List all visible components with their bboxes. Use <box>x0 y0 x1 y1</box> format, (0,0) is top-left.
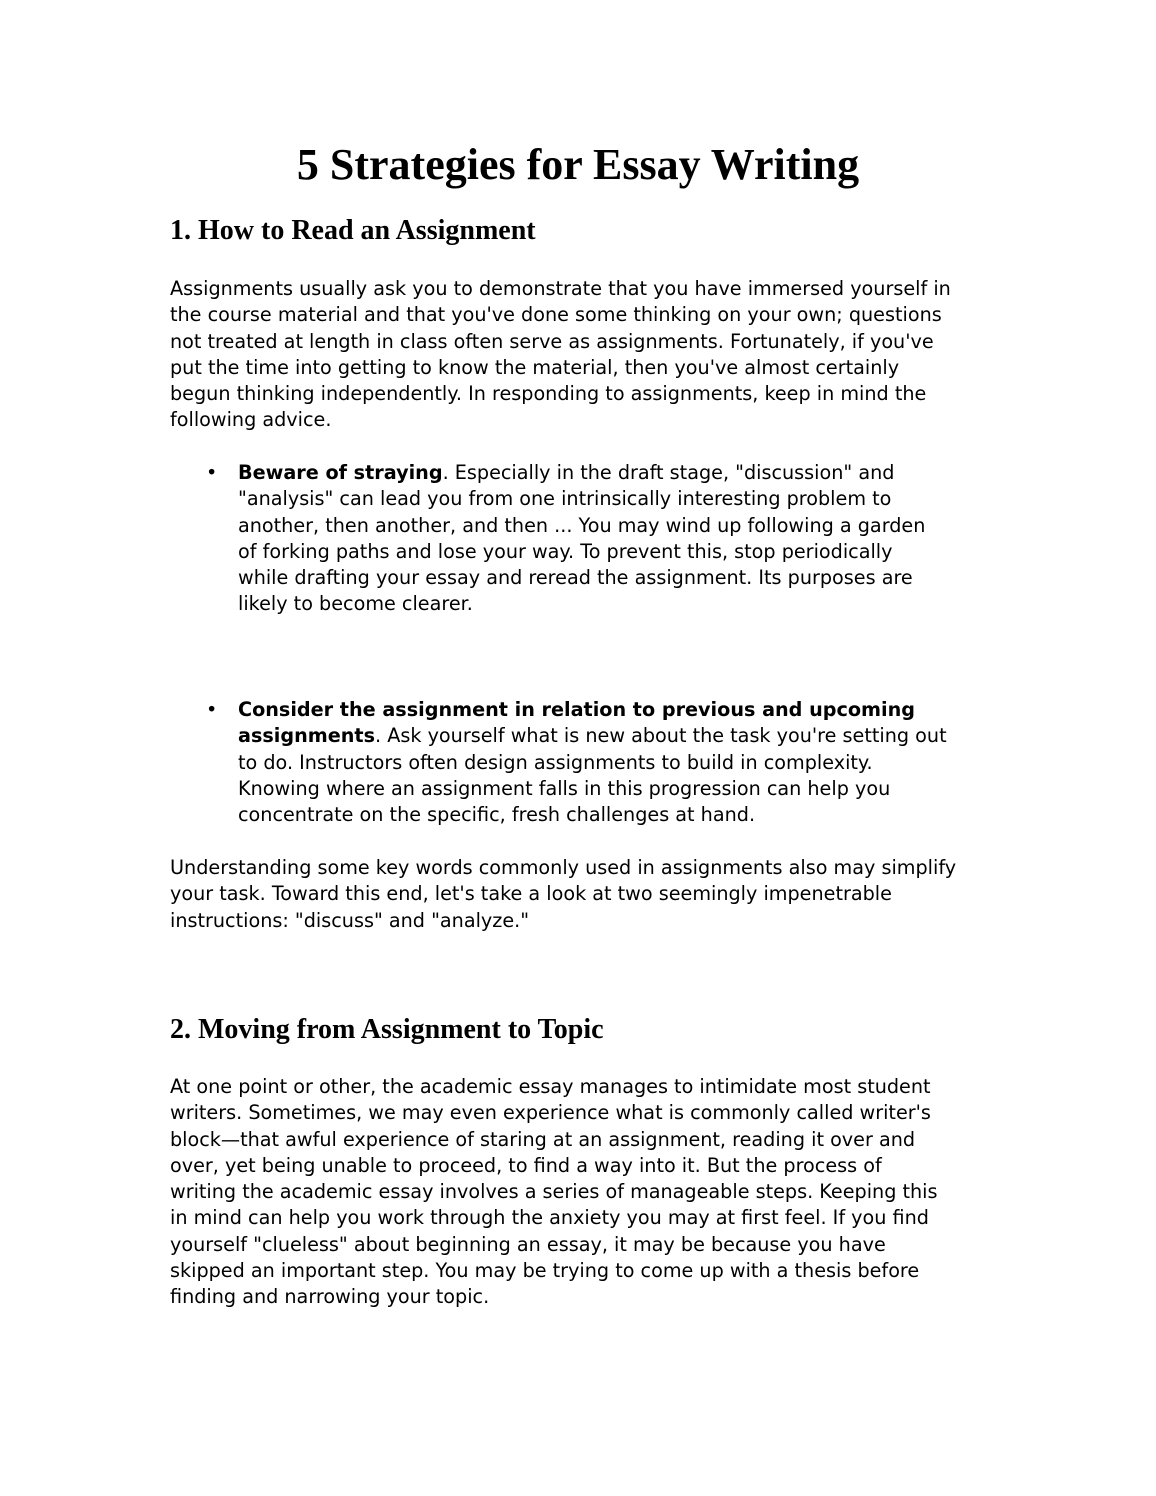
bullet-dot-icon: • <box>206 461 218 484</box>
section-1-heading: 1. How to Read an Assignment <box>170 215 536 246</box>
section-2-heading: 2. Moving from Assignment to Topic <box>170 1014 604 1045</box>
paragraph-line: writers. Sometimes, we may even experience what is commonly called writer's <box>170 1101 931 1125</box>
paragraph-line: yourself "clueless" about beginning an essay, it may be because you have <box>170 1232 886 1256</box>
bullet-line: of forking paths and lose your way. To prevent this, stop periodically <box>238 539 893 563</box>
bullet-bold-lead: Beware of straying <box>238 461 443 484</box>
paragraph-line: following advice. <box>170 408 332 432</box>
bullet-text <box>238 697 998 828</box>
bullet-line <box>238 723 998 749</box>
paragraph-line: over, yet being unable to proceed, to find a way into it. But the process of <box>170 1153 882 1177</box>
bullet-line: Knowing where an assignment falls in this progression can help you <box>238 776 891 800</box>
bullet-line: likely to become clearer. <box>238 592 473 616</box>
bullet-bold-line: Consider the assignment in relation to previous and upcoming <box>238 698 916 721</box>
paragraph-line: put the time into getting to know the material, then you've almost certainly <box>170 355 900 379</box>
paragraph-line: instructions: "discuss" and "analyze." <box>170 908 530 932</box>
document-title: 5 Strategies for Essay Writing <box>296 140 860 189</box>
bullet-text <box>238 460 998 618</box>
paragraph-line: finding and narrowing your topic. <box>170 1285 490 1309</box>
bullet-line-rest: . Ask yourself what is new about the task you're setting out <box>375 724 947 748</box>
section-1-intro-paragraph <box>170 276 1000 434</box>
paragraph-line: writing the academic essay involves a series of manageable steps. Keeping this <box>170 1180 938 1204</box>
bullet-line: "analysis" can lead you from one intrinsically interesting problem to <box>238 487 892 511</box>
bullet-dot-icon: • <box>206 698 218 721</box>
bullet-bold-lead: assignments <box>238 724 376 748</box>
section-1-closing-paragraph <box>170 855 1000 934</box>
paragraph-line: your task. Toward this end, let's take a look at two seemingly impenetrable <box>170 882 892 906</box>
bullet-line: concentrate on the specific, fresh challenges at hand. <box>238 803 756 827</box>
bullet-line <box>238 460 998 486</box>
section-2-paragraph <box>170 1074 1000 1311</box>
bullet-line: while drafting your essay and reread the assignment. Its purposes are <box>238 566 913 590</box>
paragraph-line: Understanding some key words commonly used in assignments also may simplify <box>170 856 957 879</box>
paragraph-line: not treated at length in class often serve as assignments. Fortunately, if you've <box>170 329 934 353</box>
paragraph-line: begun thinking independently. In responding to assignments, keep in mind the <box>170 382 927 406</box>
paragraph-line: in mind can help you work through the anxiety you may at first feel. If you find <box>170 1206 929 1230</box>
paragraph-line: block—that awful experience of staring at an assignment, reading it over and <box>170 1127 916 1151</box>
bullet-line: to do. Instructors often design assignments to build in complexity. <box>238 750 873 774</box>
paragraph-line: At one point or other, the academic essay manages to intimidate most student <box>170 1075 931 1098</box>
bullet-line-rest: . Especially in the draft stage, "discussion" and <box>442 461 895 484</box>
paragraph-line: the course material and that you've done some thinking on your own; questions <box>170 303 942 327</box>
bullet-line: another, then another, and then ... You may wind up following a garden <box>238 513 926 537</box>
paragraph-line: skipped an important step. You may be trying to come up with a thesis before <box>170 1259 920 1283</box>
paragraph-line: Assignments usually ask you to demonstrate that you have immersed yourself in <box>170 277 951 300</box>
